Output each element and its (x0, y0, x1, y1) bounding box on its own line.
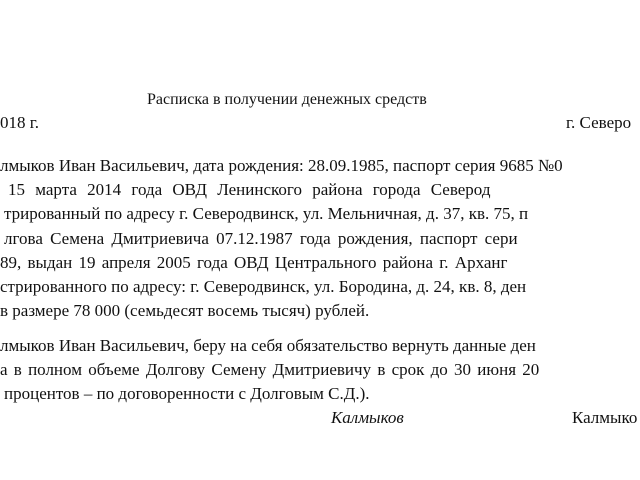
document-title: Расписка в получении денежных средств (147, 91, 427, 108)
body-line: а в полном объеме Долгову Семену Дмитриевичу в срок до 30 июня 20 (0, 360, 540, 379)
document-date: 018 г. (0, 113, 40, 132)
body-line: в размере 78 000 (семьдесят восемь тысяч) рублей. (0, 301, 370, 320)
body-line: 15 марта 2014 года ОВД Ленинского района города Северод (8, 180, 491, 199)
document-city: г. Северо (566, 113, 632, 132)
body-line: трированный по адресу г. Северодвинск, ул. Мельничная, д. 37, кв. 75, п (4, 204, 529, 223)
body-line: лмыков Иван Васильевич, дата рождения: 28.09.1985, паспорт серия 9685 №0 (0, 156, 563, 175)
body-line: процентов – по договоренности с Долговым С.Д.). (4, 384, 370, 403)
body-line: лмыков Иван Васильевич, беру на себя обязательство вернуть данные ден (0, 336, 536, 355)
body-line: лгова Семена Дмитриевича 07.12.1987 года рождения, паспорт сери (4, 229, 518, 248)
body-line: 89, выдан 19 апреля 2005 года ОВД Центрального района г. Арханг (0, 253, 508, 272)
signature-right: Калмыко (572, 408, 638, 427)
body-line: стрированного по адресу: г. Северодвинск, ул. Бородина, д. 24, кв. 8, ден (0, 277, 527, 296)
signature-left: Калмыков (331, 408, 404, 427)
